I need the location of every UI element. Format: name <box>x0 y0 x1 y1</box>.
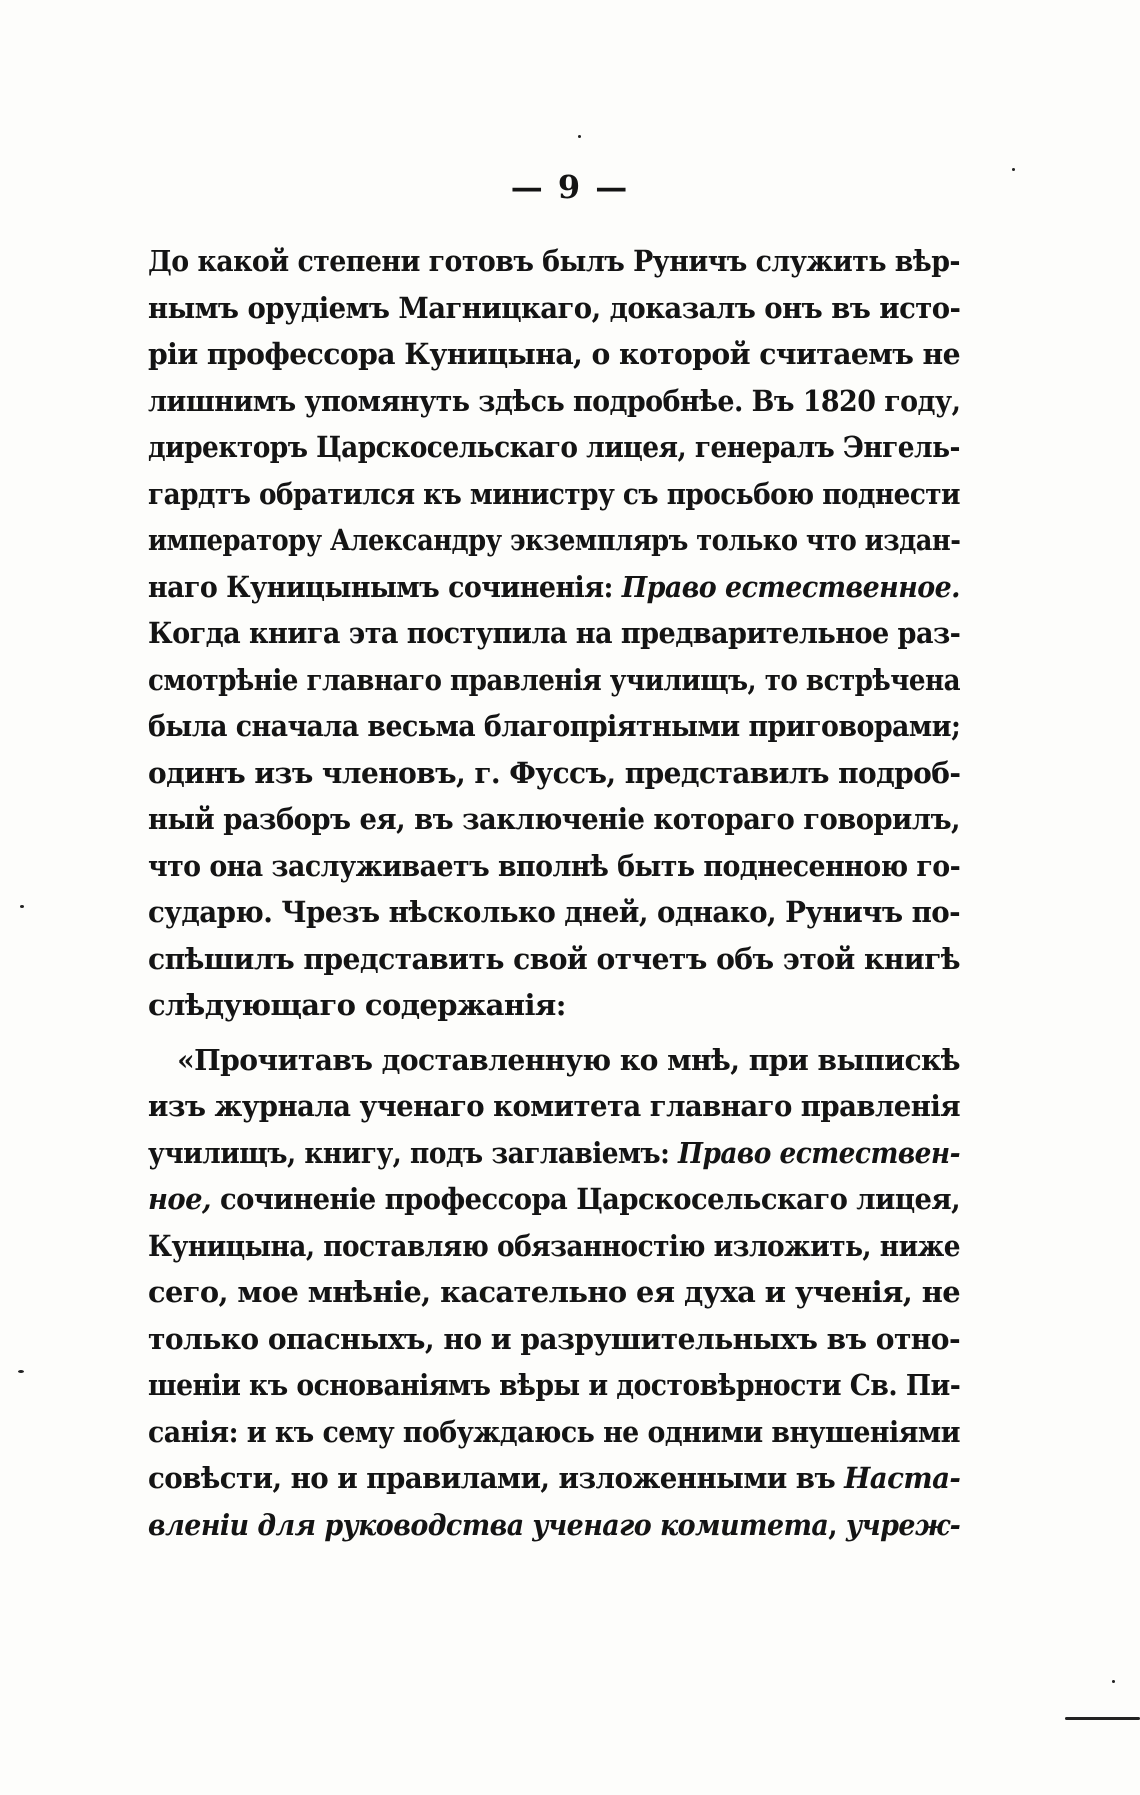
quote-line-with-title <box>148 1176 960 1223</box>
book-title: ное, <box>148 1182 211 1216</box>
document-title: Наста- <box>844 1461 961 1495</box>
quote-line-with-title <box>148 1455 960 1502</box>
page-number: — 9 — <box>510 168 630 206</box>
book-title: Право естествен- <box>678 1135 960 1170</box>
text-line: До какой степени готовъ былъ Руничъ служить вѣр- <box>148 244 960 278</box>
text-line: Когда книга эта поступила на предварительное раз- <box>148 616 961 650</box>
text-line: гардтъ обратился къ министру съ просьбою поднести <box>148 476 961 511</box>
book-title: Право естественное. <box>621 569 960 604</box>
scan-speck <box>578 135 581 138</box>
text-line: была сначала весьма благопріятными приговорами; <box>148 709 961 743</box>
quote-line-with-title <box>148 1130 960 1177</box>
text-line: одинъ изъ членовъ, г. Фуссъ, представилъ подроб- <box>148 755 961 790</box>
quote-line: только опасныхъ, но и разрушительныхъ въ отно- <box>148 1321 961 1356</box>
scan-speck <box>18 1370 24 1373</box>
text-line: сударю. Чрезъ нѣсколько дней, однако, Руничъ по- <box>148 895 961 929</box>
scan-speck <box>1112 1680 1115 1683</box>
line-text: , <box>828 1507 846 1542</box>
text-line: слѣдующаго содержанія: <box>148 988 566 1022</box>
scan-speck <box>1012 168 1015 171</box>
quote-line: «Прочитавъ доставленную ко мнѣ, при выпискѣ <box>177 1042 961 1077</box>
line-text: училищъ, книгу, подъ заглавіемъ: <box>148 1135 679 1170</box>
scan-mark <box>1065 1717 1140 1720</box>
text-line: лишнимъ упомянуть здѣсь подробнѣе. Въ 1820 году, <box>148 383 961 418</box>
line-text: совѣсти, но и правилами, изложенными въ <box>148 1461 845 1495</box>
line-text: сочиненіе профессора Царскосельскаго лицея, <box>210 1182 961 1216</box>
text-line: ріи профессора Куницына, о которой считаемъ не <box>148 337 961 371</box>
document-title: вленіи для руководства ученаго комитета <box>148 1507 829 1542</box>
quote-line-with-title <box>148 1502 960 1549</box>
text-line: смотрѣніе главнаго правленія училищъ, то встрѣчена <box>148 662 960 697</box>
document-title: учреж- <box>845 1507 961 1542</box>
text-line: что она заслуживаетъ вполнѣ быть поднесенною го- <box>148 848 961 883</box>
text-line: императору Александру экземпляръ только что издан- <box>148 523 961 557</box>
text-line: ный разборъ ея, въ заключеніе котораго говорилъ, <box>148 802 961 836</box>
quote-line: шеніи къ основаніямъ вѣры и достовѣрности Св. Пи- <box>148 1368 961 1402</box>
quote-line: санія: и къ сему побуждаюсь не одними внушеніями <box>148 1414 960 1449</box>
main-text <box>148 238 960 1548</box>
quote-line: Куницына, поставляю обязанностію изложить, ниже <box>148 1228 960 1263</box>
quote-line: сего, мое мнѣніе, касательно ея духа и ученія, не <box>148 1275 961 1309</box>
line-text: наго Куницынымъ сочиненія: <box>148 569 622 604</box>
text-line: директоръ Царскосельскаго лицея, генералъ Энгель- <box>148 430 960 464</box>
quote-line: изъ журнала ученаго комитета главнаго правленія <box>148 1089 960 1123</box>
text-line: нымъ орудіемъ Магницкаго, доказалъ онъ въ исто- <box>148 290 961 325</box>
text-line-with-title <box>148 564 960 611</box>
text-line: спѣшилъ представить свой отчетъ объ этой книгѣ <box>148 941 961 976</box>
scan-speck <box>20 905 24 908</box>
